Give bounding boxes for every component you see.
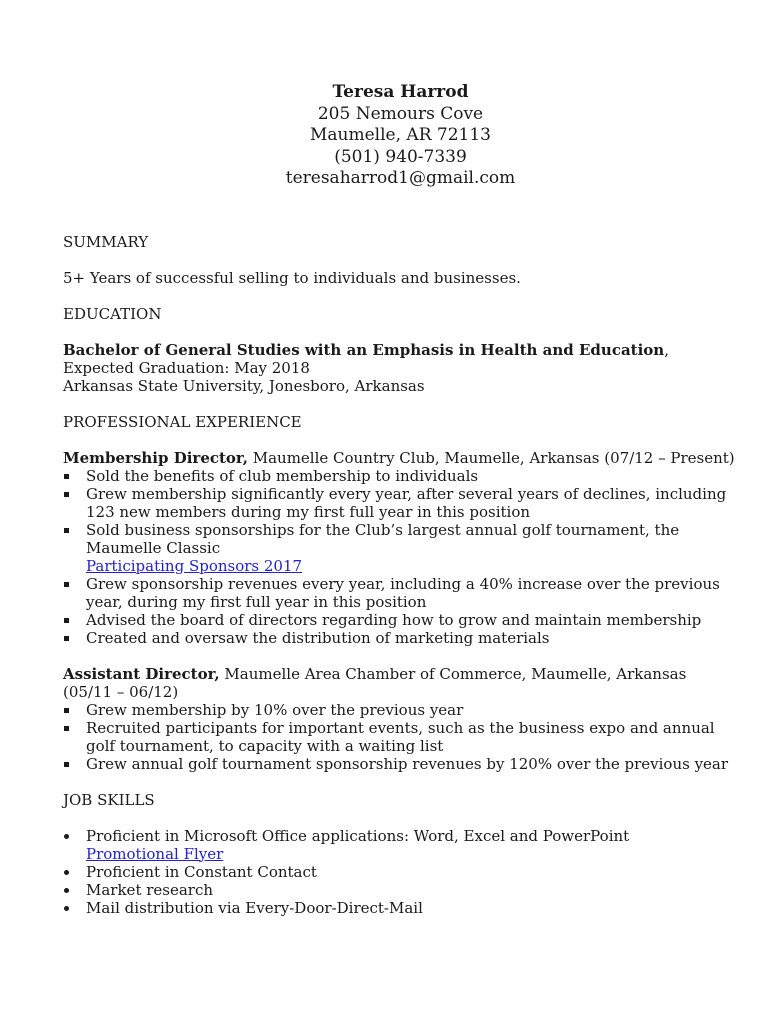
square-bullet-icon xyxy=(64,726,69,731)
square-bullet-icon xyxy=(64,474,69,479)
summary-text: 5+ Years of successful selling to individuals and businesses. xyxy=(63,268,521,287)
list-item xyxy=(63,827,738,863)
job-title-line xyxy=(63,449,738,467)
list-item xyxy=(63,575,738,611)
skill-text: Mail distribution via Every-Door-Direct-Mail xyxy=(86,898,423,917)
summary-heading: SUMMARY xyxy=(63,232,149,251)
square-bullet-icon xyxy=(64,636,69,641)
street-address: 205 Nemours Cove xyxy=(317,103,484,124)
experience-heading: PROFESSIONAL EXPERIENCE xyxy=(63,412,302,431)
list-item xyxy=(63,485,738,521)
square-bullet-icon xyxy=(64,618,69,623)
email-address: teresaharrod1@gmail.com xyxy=(285,168,516,188)
phone-number: (501) 940-7339 xyxy=(334,146,467,167)
job-role: Membership Director, xyxy=(63,448,248,467)
skill-text: Market research xyxy=(86,880,214,899)
round-bullet-icon xyxy=(64,870,69,875)
round-bullet-icon xyxy=(64,888,69,893)
graduation-date: Expected Graduation: May 2018 xyxy=(63,358,310,377)
bullet-text: Grew membership significantly every year, after several years of declines, including 123 new members during my first full year in this position xyxy=(86,484,727,521)
square-bullet-icon xyxy=(64,528,69,533)
degree-title: Bachelor of General Studies with an Emphasis in Health and Education xyxy=(63,340,665,359)
job-details: Maumelle Country Club, Maumelle, Arkansas (07/12 – Present) xyxy=(247,448,735,467)
bullet-text: Created and oversaw the distribution of marketing materials xyxy=(86,628,550,647)
bullet-text: Grew sponsorship revenues every year, including a 40% increase over the previous year, during my first full year in this position xyxy=(86,574,720,611)
promotional-flyer-link[interactable]: Promotional Flyer xyxy=(86,844,224,863)
square-bullet-icon xyxy=(64,708,69,713)
square-bullet-icon xyxy=(64,582,69,587)
list-item xyxy=(63,611,738,629)
job-title-line xyxy=(63,665,738,701)
square-bullet-icon xyxy=(64,492,69,497)
school-name: Arkansas State University, Jonesboro, Arkansas xyxy=(63,376,425,395)
list-item xyxy=(63,701,738,719)
job-role: Assistant Director, xyxy=(63,664,220,683)
list-item xyxy=(63,755,738,773)
skills-list xyxy=(63,827,738,917)
skills-heading: JOB SKILLS xyxy=(63,790,155,809)
bullet-text: Recruited participants for important events, such as the business expo and annual golf tournament, to capacity with a waiting list xyxy=(86,718,715,755)
job-details: Maumelle Area Chamber of Commerce, Maumelle, Arkansas (05/11 – 06/12) xyxy=(63,664,687,701)
bullet-text: Grew annual golf tournament sponsorship revenues by 120% over the previous year xyxy=(86,754,729,773)
square-bullet-icon xyxy=(64,762,69,767)
list-item xyxy=(63,521,738,575)
bullet-text: Sold the benefits of club membership to individuals xyxy=(86,466,479,485)
round-bullet-icon xyxy=(64,906,69,911)
resume-page xyxy=(63,82,738,917)
list-item xyxy=(63,863,738,881)
contact-header xyxy=(63,82,738,190)
skill-text: Proficient in Microsoft Office applications: Word, Excel and PowerPoint xyxy=(86,826,630,845)
bullet-text: Advised the board of directors regarding how to grow and maintain membership xyxy=(86,610,702,629)
list-item xyxy=(63,881,738,899)
list-item xyxy=(63,629,738,647)
bullet-text: Sold business sponsorships for the Club’s largest annual golf tournament, the Maumelle Classic xyxy=(86,520,680,557)
list-item xyxy=(63,719,738,755)
education-heading: EDUCATION xyxy=(63,304,162,323)
job-bullet-list xyxy=(63,467,738,647)
round-bullet-icon xyxy=(64,834,69,839)
list-item xyxy=(63,899,738,917)
participating-sponsors-link[interactable]: Participating Sponsors 2017 xyxy=(86,556,303,575)
job-bullet-list xyxy=(63,701,738,773)
candidate-name: Teresa Harrod xyxy=(332,82,469,102)
degree-suffix: , xyxy=(664,340,669,359)
city-state-zip: Maumelle, AR 72113 xyxy=(310,125,491,145)
bullet-text: Grew membership by 10% over the previous year xyxy=(86,700,464,719)
skill-text: Proficient in Constant Contact xyxy=(86,862,317,881)
list-item xyxy=(63,467,738,485)
degree-line xyxy=(63,341,738,359)
